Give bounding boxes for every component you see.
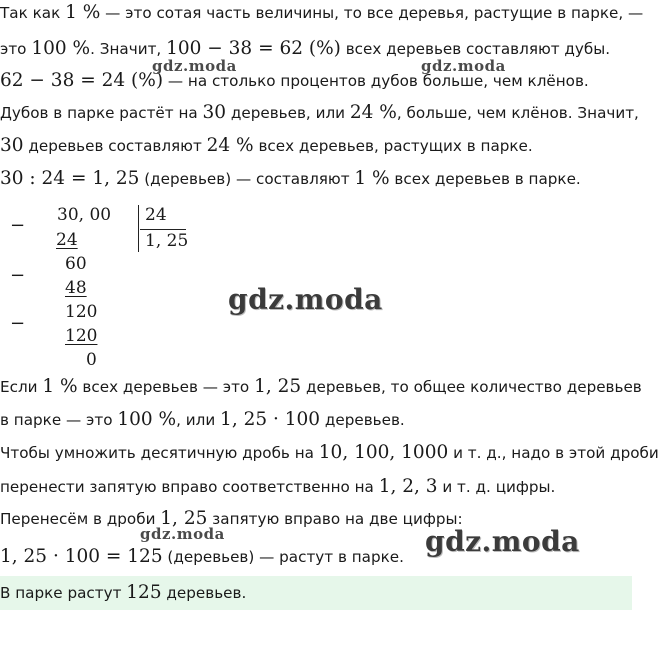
text: запятую вправо на две цифры: <box>207 510 463 528</box>
math: 24 % <box>349 102 397 123</box>
text-line-11 <box>0 508 463 529</box>
text: деревьев, то общее количество деревьев <box>301 378 642 396</box>
watermark: gdz.moda <box>140 525 225 543</box>
math: 1, 2, 3 <box>378 476 438 497</box>
text: деревьев. <box>161 584 247 602</box>
dividend: 30, 00 <box>57 205 112 225</box>
math: 1, 25 <box>160 508 208 529</box>
text: — на столько процентов дубов больше, чем клёнов. <box>163 72 589 90</box>
text-line-10 <box>0 476 555 497</box>
remainder-2: 120 <box>65 302 98 322</box>
text: это <box>0 40 32 58</box>
text: в парке — это <box>0 411 118 429</box>
text: всех деревьев — это <box>77 378 255 396</box>
text-line-2 <box>0 38 610 59</box>
minus-sign: − <box>10 215 26 236</box>
text-line-7 <box>0 376 642 397</box>
text: Дубов в парке растёт на <box>0 104 203 122</box>
text: , или <box>176 411 221 429</box>
text-line-4 <box>0 102 639 123</box>
quotient: 1, 25 <box>145 231 189 251</box>
watermark: gdz.moda <box>152 57 237 75</box>
subtrahend-3: 120 <box>65 326 98 346</box>
math: 30 : 24 = 1, 25 <box>0 168 140 189</box>
minus-sign: − <box>10 265 26 286</box>
text: (деревьев) — составляют <box>139 170 355 188</box>
text-line-5 <box>0 135 533 156</box>
text: Если <box>0 378 43 396</box>
math: 1 % <box>354 168 390 189</box>
text: В парке растут <box>0 584 127 602</box>
text-line-9 <box>0 442 659 463</box>
minus-sign: − <box>10 313 26 334</box>
text-line-6 <box>0 168 581 189</box>
text: всех деревьев, растущих в парке. <box>253 137 533 155</box>
math: 1, 25 · 100 <box>220 409 321 430</box>
text: всех деревьев в парке. <box>389 170 581 188</box>
subtrahend-1: 24 <box>56 230 78 250</box>
text: Чтобы умножить десятичную дробь на <box>0 444 319 462</box>
divisor: 24 <box>145 205 167 225</box>
text: деревьев. <box>320 411 405 429</box>
math: 30 <box>0 135 24 156</box>
watermark: gdz.moda <box>425 525 580 558</box>
text-line-1 <box>0 2 643 23</box>
math: 100 % <box>117 409 177 430</box>
division-vertical-line <box>138 205 139 252</box>
text: перенести запятую вправо соответственно на <box>0 478 379 496</box>
math: 125 <box>126 582 162 603</box>
text: деревьев составляют <box>23 137 207 155</box>
text-line-8 <box>0 409 405 430</box>
math: 24 % <box>206 135 254 156</box>
text: . Значит, <box>90 40 167 58</box>
watermark: gdz.moda <box>228 283 383 316</box>
math: 10, 100, 1000 <box>318 442 449 463</box>
text: Перенесём в дроби <box>0 510 161 528</box>
text: , больше, чем клёнов. Значит, <box>396 104 639 122</box>
remainder-1: 60 <box>65 254 87 274</box>
text-line-12 <box>0 546 404 567</box>
text: (деревьев) — растут в парке. <box>162 548 404 566</box>
answer-line <box>0 582 246 603</box>
text: деревьев, или <box>226 104 350 122</box>
math: 30 <box>202 102 227 123</box>
text: всех деревьев составляют дубы. <box>340 40 611 58</box>
text: Так как <box>0 4 66 22</box>
text: и т. д., надо в этой дроби <box>448 444 659 462</box>
math: 100 % <box>31 38 91 59</box>
math: 1 % <box>65 2 101 23</box>
text: и т. д. цифры. <box>437 478 556 496</box>
remainder-3: 0 <box>86 350 97 370</box>
division-horizontal-line <box>140 229 186 230</box>
math: 1 % <box>42 376 78 397</box>
math: 1, 25 <box>254 376 302 397</box>
subtrahend-2: 48 <box>65 278 87 298</box>
text: — это сотая часть величины, то все деревья, растущие в парке, — <box>100 4 644 22</box>
math: 1, 25 · 100 = 125 <box>0 546 163 567</box>
math: 62 − 38 = 24 (%) <box>0 70 164 91</box>
math: 100 − 38 = 62 (%) <box>166 38 341 59</box>
watermark: gdz.moda <box>421 57 506 75</box>
